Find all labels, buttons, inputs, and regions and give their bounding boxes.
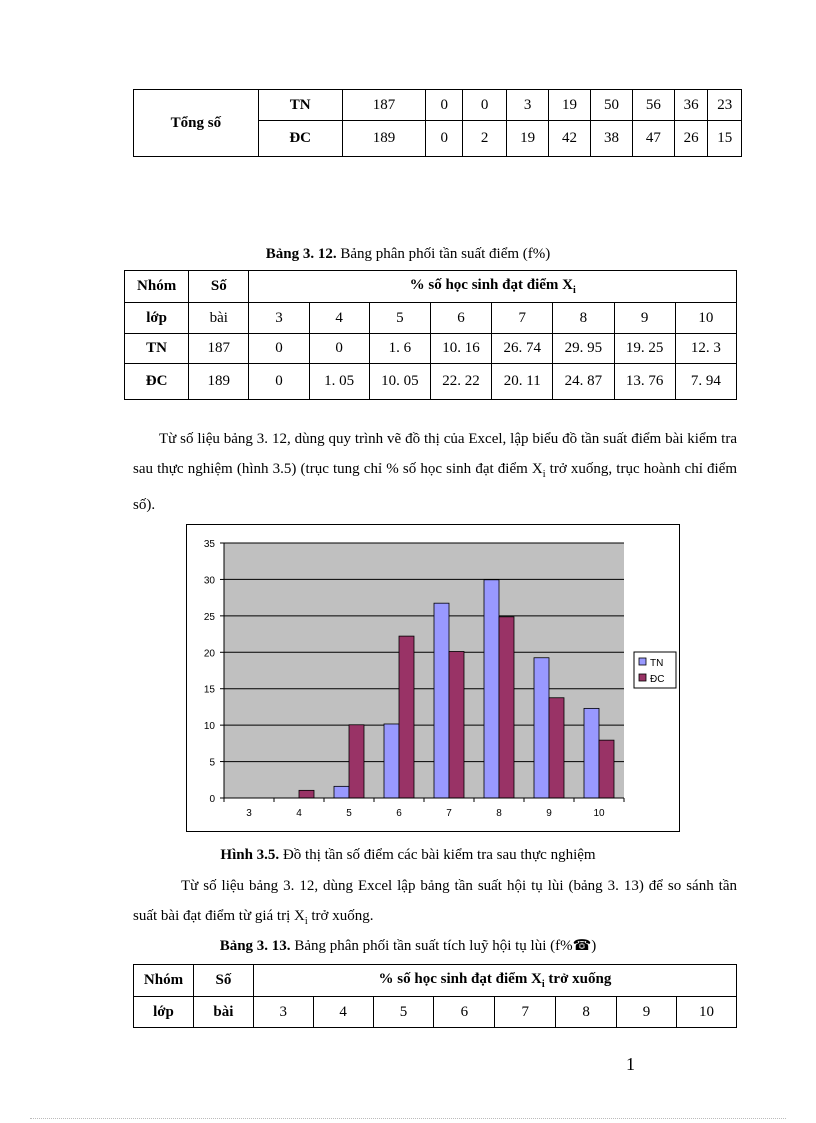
score-header: 5 bbox=[373, 997, 434, 1028]
value-cell: 20. 11 bbox=[492, 364, 553, 400]
bar-tn bbox=[334, 786, 349, 798]
x-tick-label: 4 bbox=[296, 808, 302, 819]
score-header: 7 bbox=[492, 303, 553, 334]
score-header: 6 bbox=[430, 303, 491, 334]
score-header: 7 bbox=[495, 997, 556, 1028]
value-cell: 26. 74 bbox=[492, 334, 553, 364]
bar-đc bbox=[349, 725, 364, 798]
value-cell: 56 bbox=[632, 90, 674, 121]
x-tick-label: 6 bbox=[396, 808, 402, 819]
bar-đc bbox=[399, 636, 414, 798]
bar-đc bbox=[549, 698, 564, 798]
figure-caption bbox=[0, 847, 816, 864]
value-cell: 12. 3 bbox=[675, 334, 736, 364]
group-header: lớp bbox=[125, 303, 189, 334]
paragraph-text: Từ số liệu bảng 3. 12, dùng quy trình vẽ đồ thị của Excel, lập biểu đồ tần suất điểm bài kiểm tra sau thực nghiệm (hình 3.5) (trục tung chỉ % số học sinh đạt điểm X bbox=[133, 431, 737, 477]
summary-table bbox=[133, 89, 742, 157]
legend-label: ĐC bbox=[650, 674, 665, 685]
value-cell: 26 bbox=[674, 121, 708, 157]
paragraph-text: trở xuống. bbox=[307, 908, 374, 924]
paragraph-text: để so sánh tần suất bài đạt điểm từ giá trị X bbox=[133, 878, 737, 924]
legend-swatch bbox=[639, 658, 646, 665]
score-span-header bbox=[253, 965, 736, 997]
caption-text: Đồ thị tần số điểm các bài kiểm tra sau thực nghiệm bbox=[279, 847, 596, 863]
value-cell: 0 bbox=[309, 334, 369, 364]
y-tick-label: 30 bbox=[203, 575, 215, 587]
y-tick-label: 35 bbox=[203, 539, 215, 550]
value-cell: 19. 25 bbox=[614, 334, 675, 364]
table-row bbox=[125, 364, 737, 400]
caption-text: Bảng phân phối tần suất điểm (f%) bbox=[336, 246, 551, 262]
table-header-row bbox=[125, 271, 737, 303]
value-cell: 0 bbox=[426, 121, 463, 157]
table-header-row bbox=[134, 965, 737, 997]
value-cell: 3 bbox=[507, 90, 549, 121]
value-cell: 0 bbox=[463, 90, 507, 121]
value-cell: 19 bbox=[549, 90, 591, 121]
group-header: lớp bbox=[134, 997, 194, 1028]
value-cell: 22. 22 bbox=[430, 364, 491, 400]
x-tick-label: 8 bbox=[496, 808, 502, 819]
x-tick-label: 9 bbox=[546, 808, 552, 819]
value-cell: 23 bbox=[708, 90, 742, 121]
count-cell: 187 bbox=[189, 334, 249, 364]
value-cell: 7. 94 bbox=[675, 364, 736, 400]
bar-chart bbox=[186, 524, 680, 832]
span-sub: i bbox=[541, 979, 545, 990]
bar-tn bbox=[384, 724, 399, 798]
x-tick-label: 10 bbox=[593, 808, 605, 819]
score-header: 5 bbox=[369, 303, 430, 334]
score-header: 8 bbox=[553, 303, 614, 334]
frequency-table bbox=[124, 270, 737, 400]
span-text: % số học sinh đạt điểm X bbox=[409, 277, 573, 293]
y-tick-label: 20 bbox=[203, 648, 215, 660]
value-cell: 38 bbox=[591, 121, 633, 157]
paragraph-text: Từ số liệu bảng 3. 12, dùng Excel lập bảng tần suất hội tụ lùi (bảng 3. 13) bbox=[181, 878, 644, 894]
value-cell: 1. 05 bbox=[309, 364, 369, 400]
y-tick-label: 25 bbox=[203, 611, 215, 623]
value-cell: 36 bbox=[674, 90, 708, 121]
score-header: 8 bbox=[556, 997, 617, 1028]
table-caption bbox=[0, 246, 816, 263]
bar-tn bbox=[584, 708, 599, 798]
score-header: 9 bbox=[614, 303, 675, 334]
total-label: Tổng số bbox=[134, 90, 259, 157]
group-cell: ĐC bbox=[258, 121, 342, 157]
chart-svg bbox=[187, 525, 679, 831]
value-cell: 2 bbox=[463, 121, 507, 157]
score-header: 4 bbox=[313, 997, 373, 1028]
y-tick-label: 15 bbox=[203, 684, 215, 696]
value-cell: 42 bbox=[549, 121, 591, 157]
body-paragraph bbox=[133, 424, 737, 520]
value-cell: 13. 76 bbox=[614, 364, 675, 400]
table-caption bbox=[0, 936, 816, 955]
bar-đc bbox=[449, 651, 464, 798]
value-cell: 19 bbox=[507, 121, 549, 157]
bar-tn bbox=[434, 603, 449, 798]
bar-đc bbox=[499, 617, 514, 798]
y-tick-label: 5 bbox=[209, 757, 215, 769]
group-header: Nhóm bbox=[134, 965, 194, 997]
paragraph-sub: i bbox=[304, 916, 308, 927]
score-header: 6 bbox=[434, 997, 495, 1028]
footer-divider bbox=[30, 1118, 786, 1119]
span-text: trở xuống bbox=[544, 971, 612, 987]
group-cell: ĐC bbox=[125, 364, 189, 400]
table-header-row bbox=[125, 303, 737, 334]
x-tick-label: 7 bbox=[446, 808, 452, 819]
caption-label: Hình 3.5. bbox=[220, 847, 280, 863]
x-tick-label: 5 bbox=[346, 808, 352, 819]
count-cell: 189 bbox=[342, 121, 426, 157]
span-text: % số học sinh đạt điểm X bbox=[378, 971, 542, 987]
x-tick-label: 3 bbox=[246, 808, 252, 819]
value-cell: 1. 6 bbox=[369, 334, 430, 364]
bar-tn bbox=[534, 658, 549, 798]
legend-swatch bbox=[639, 674, 646, 681]
bar-tn bbox=[484, 580, 499, 798]
score-header: 9 bbox=[617, 997, 677, 1028]
value-cell: 15 bbox=[708, 121, 742, 157]
table-header-row bbox=[134, 997, 737, 1028]
y-tick-label: 10 bbox=[203, 721, 215, 733]
y-tick-label: 0 bbox=[209, 794, 215, 805]
group-header: Nhóm bbox=[125, 271, 189, 303]
score-header: 4 bbox=[309, 303, 369, 334]
body-paragraph bbox=[133, 871, 737, 937]
value-cell: 0 bbox=[249, 334, 309, 364]
bar-đc bbox=[299, 790, 314, 798]
legend-label: TN bbox=[650, 658, 664, 669]
caption-text: Bảng phân phối tần suất tích luỹ hội tụ lùi (f%☎) bbox=[290, 938, 597, 954]
value-cell: 47 bbox=[632, 121, 674, 157]
score-header: 10 bbox=[676, 997, 736, 1028]
value-cell: 29. 95 bbox=[553, 334, 614, 364]
paragraph-sub: i bbox=[542, 469, 546, 480]
count-cell: 189 bbox=[189, 364, 249, 400]
value-cell: 0 bbox=[249, 364, 309, 400]
score-span-header bbox=[249, 271, 737, 303]
bar-đc bbox=[599, 740, 614, 798]
score-header: 3 bbox=[249, 303, 309, 334]
value-cell: 50 bbox=[591, 90, 633, 121]
count-header: Số bbox=[193, 965, 253, 997]
score-header: 3 bbox=[253, 997, 313, 1028]
value-cell: 0 bbox=[426, 90, 463, 121]
group-cell: TN bbox=[125, 334, 189, 364]
count-header: bài bbox=[189, 303, 249, 334]
count-header: bài bbox=[193, 997, 253, 1028]
count-header: Số bbox=[189, 271, 249, 303]
value-cell: 10. 16 bbox=[430, 334, 491, 364]
page-number: 1 bbox=[626, 1054, 635, 1074]
group-cell: TN bbox=[258, 90, 342, 121]
paragraph-text: trở xuống, trục hoành chỉ điểm số). bbox=[133, 461, 738, 513]
caption-label: Bảng 3. 12. bbox=[265, 246, 337, 262]
caption-label: Bảng 3. 13. bbox=[219, 938, 291, 954]
value-cell: 24. 87 bbox=[553, 364, 614, 400]
count-cell: 187 bbox=[342, 90, 426, 121]
value-cell: 10. 05 bbox=[369, 364, 430, 400]
table-row bbox=[134, 90, 742, 121]
cumulative-table bbox=[133, 964, 737, 1028]
table-row bbox=[125, 334, 737, 364]
span-sub: i bbox=[572, 285, 576, 296]
score-header: 10 bbox=[675, 303, 736, 334]
